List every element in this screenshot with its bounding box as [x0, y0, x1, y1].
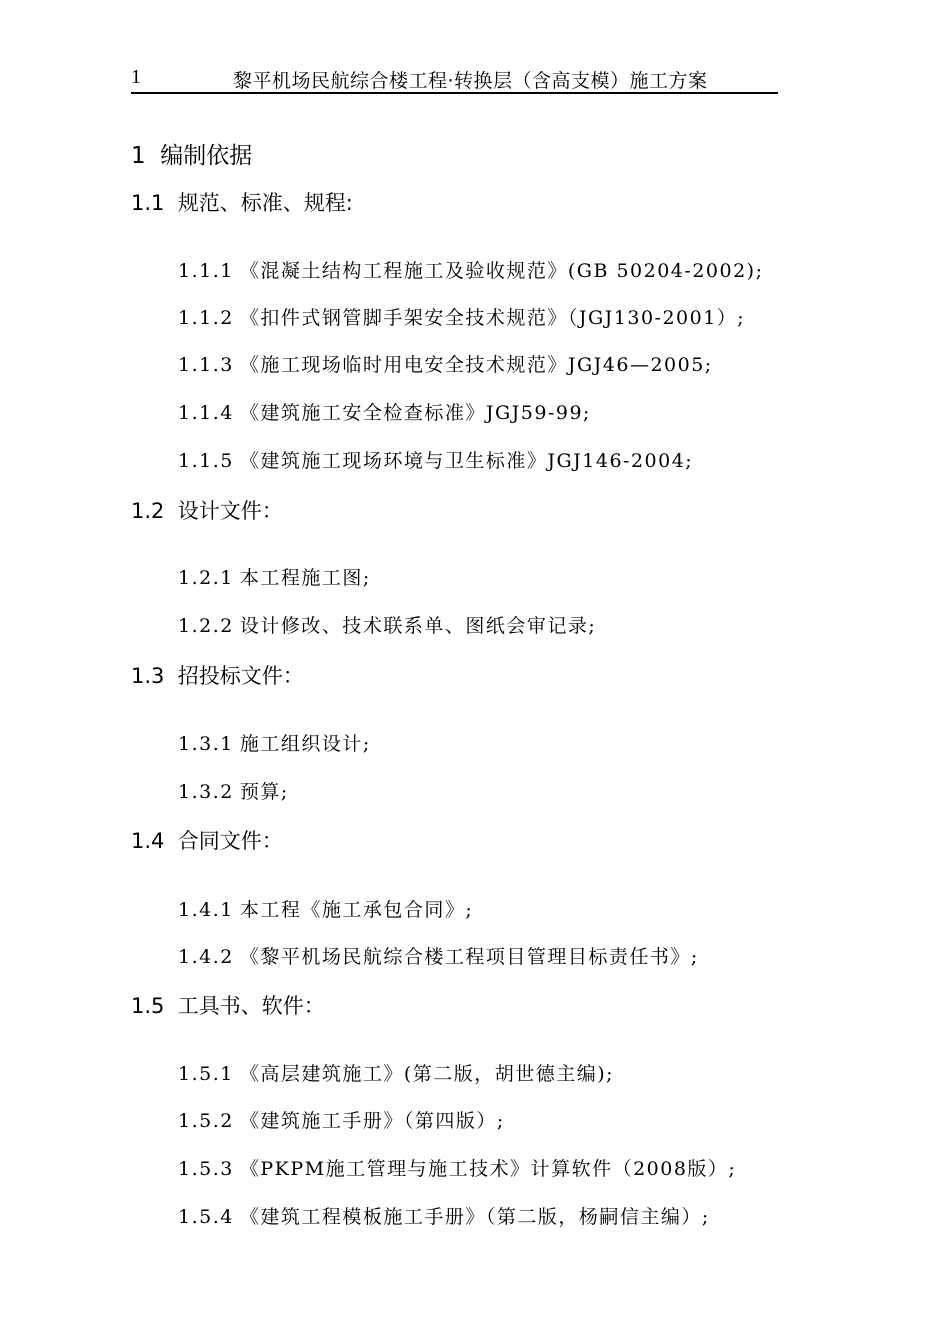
item-text: 《建筑施工安全检查标准》JGJ59-99;	[239, 402, 591, 424]
chapter-title: 编制依据	[160, 143, 253, 169]
section-title: 规范、标准、规程:	[177, 191, 353, 215]
section-number: 1.1	[131, 191, 165, 215]
chapter-number: 1	[131, 143, 146, 169]
chapter-heading	[131, 137, 252, 170]
list-item	[178, 563, 371, 590]
item-text: 本工程《施工承包合同》;	[239, 899, 474, 921]
section-number: 1.3	[131, 664, 165, 688]
list-item	[178, 1106, 505, 1133]
item-number: 1.5.2	[178, 1110, 234, 1132]
item-text: 《建筑工程模板施工手册》（第二版，杨嗣信主编）;	[239, 1206, 710, 1228]
list-item	[178, 303, 745, 330]
item-number: 1.4.2	[178, 946, 234, 968]
section-heading	[131, 990, 325, 1020]
page-header	[131, 62, 778, 94]
list-item	[178, 1202, 710, 1229]
item-text: 《黎平机场民航综合楼工程项目管理目标责任书》;	[239, 946, 699, 968]
item-text: 本工程施工图;	[239, 567, 371, 589]
item-text: 预算;	[239, 781, 289, 803]
list-item	[178, 729, 371, 756]
section-number: 1.2	[131, 499, 165, 523]
item-text: 《建筑施工手册》（第四版）;	[239, 1110, 505, 1132]
item-number: 1.5.1	[178, 1063, 234, 1085]
section-title: 招投标文件：	[177, 664, 304, 688]
header-title: 黎平机场民航综合楼工程·转换层（含高支模）施工方案	[233, 70, 708, 92]
item-number: 1.3.2	[178, 781, 234, 803]
item-text: 《建筑施工现场环境与卫生标准》JGJ146-2004;	[239, 450, 694, 472]
item-text: 设计修改、技术联系单、图纸会审记录;	[239, 615, 597, 637]
item-text: 《高层建筑施工》(第二版，胡世德主编);	[239, 1063, 615, 1085]
item-number: 1.1.1	[178, 260, 234, 282]
item-number: 1.5.3	[178, 1158, 234, 1180]
list-item	[178, 1154, 736, 1181]
section-heading	[131, 660, 304, 690]
list-item	[178, 777, 289, 804]
list-item	[178, 350, 713, 377]
list-item	[178, 895, 473, 922]
list-item	[178, 942, 699, 969]
section-heading	[131, 495, 283, 525]
item-number: 1.4.1	[178, 899, 234, 921]
item-number: 1.1.5	[178, 450, 234, 472]
section-number: 1.4	[131, 829, 165, 853]
item-text: 《施工现场临时用电安全技术规范》JGJ46—2005;	[239, 354, 713, 376]
section-title: 设计文件：	[177, 499, 283, 523]
item-text: 《混凝土结构工程施工及验收规范》(GB 50204-2002);	[239, 260, 764, 282]
item-number: 1.1.2	[178, 307, 234, 329]
section-heading	[131, 187, 353, 217]
item-number: 1.2.1	[178, 567, 234, 589]
item-number: 1.2.2	[178, 615, 234, 637]
item-number: 1.5.4	[178, 1206, 234, 1228]
item-text: 施工组织设计;	[239, 733, 371, 755]
list-item	[178, 446, 693, 473]
item-number: 1.1.3	[178, 354, 234, 376]
list-item	[178, 398, 591, 425]
section-title: 工具书、软件：	[177, 994, 325, 1018]
section-title: 合同文件：	[177, 829, 283, 853]
page-number: 1	[131, 66, 141, 88]
item-number: 1.1.4	[178, 402, 234, 424]
list-item	[178, 256, 763, 283]
item-number: 1.3.1	[178, 733, 234, 755]
section-number: 1.5	[131, 994, 165, 1018]
item-text: 《扣件式钢管脚手架安全技术规范》（JGJ130-2001）;	[239, 307, 746, 329]
list-item	[178, 611, 596, 638]
item-text: 《PKPM施工管理与施工技术》计算软件（2008版）;	[239, 1158, 737, 1180]
list-item	[178, 1059, 614, 1086]
section-heading	[131, 825, 283, 855]
